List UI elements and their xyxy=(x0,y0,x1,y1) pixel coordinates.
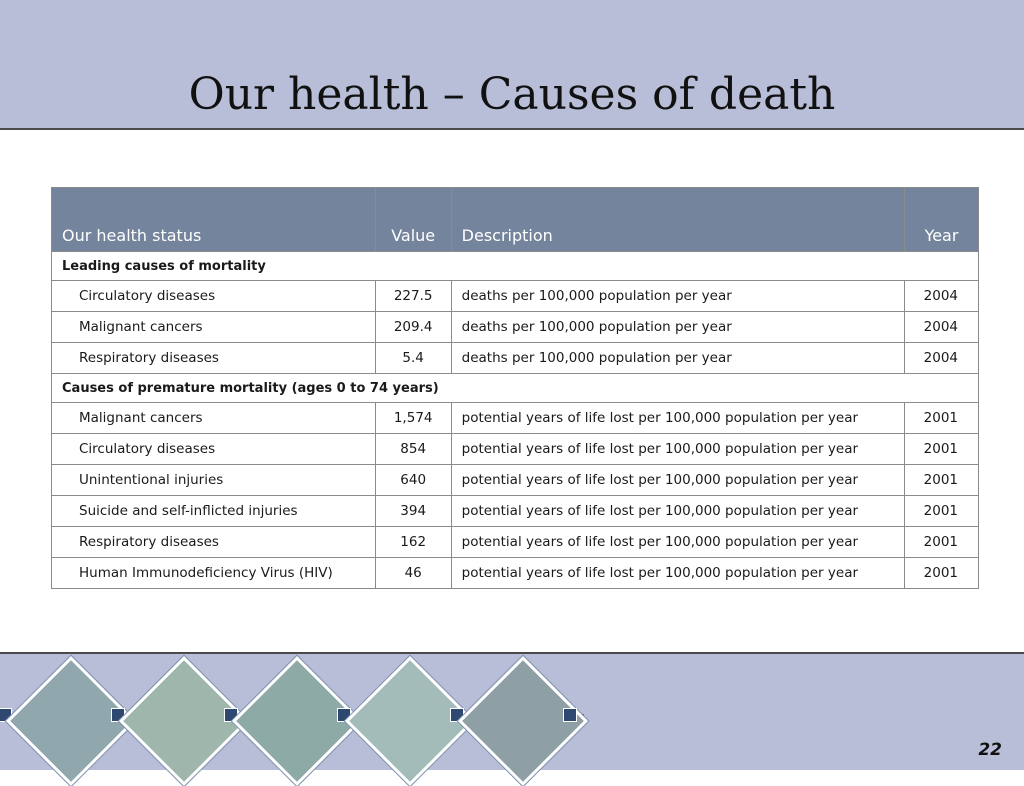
cause-year: 2001 xyxy=(905,496,979,527)
cause-description: deaths per 100,000 population per year xyxy=(451,312,904,343)
cause-description: potential years of life lost per 100,000 population per year xyxy=(451,496,904,527)
cause-year: 2001 xyxy=(905,527,979,558)
photo-diamond xyxy=(347,658,467,778)
cause-name: Malignant cancers xyxy=(52,312,376,343)
cause-year: 2001 xyxy=(905,434,979,465)
photo-diamond xyxy=(121,658,241,778)
cause-description: potential years of life lost per 100,000 population per year xyxy=(451,558,904,589)
cause-name: Circulatory diseases xyxy=(52,434,376,465)
health-status-table xyxy=(51,187,979,589)
cause-value: 1,574 xyxy=(375,403,451,434)
cause-year: 2001 xyxy=(905,465,979,496)
photo-diamond xyxy=(460,658,580,778)
section-row xyxy=(52,374,979,403)
table-body xyxy=(52,252,979,589)
cause-value: 640 xyxy=(375,465,451,496)
header-year: Year xyxy=(905,188,979,252)
table-row xyxy=(52,403,979,434)
header-value: Value xyxy=(375,188,451,252)
photo-diamond xyxy=(234,658,354,778)
cause-name: Malignant cancers xyxy=(52,403,376,434)
cause-value: 5.4 xyxy=(375,343,451,374)
cause-name: Unintentional injuries xyxy=(52,465,376,496)
table-row xyxy=(52,343,979,374)
section-row xyxy=(52,252,979,281)
section-title: Leading causes of mortality xyxy=(52,252,979,281)
photo-diamond xyxy=(8,658,128,778)
cause-description: deaths per 100,000 population per year xyxy=(451,343,904,374)
table-row xyxy=(52,312,979,343)
cause-value: 394 xyxy=(375,496,451,527)
table-row xyxy=(52,434,979,465)
footer-band xyxy=(0,652,1024,770)
cause-name: Respiratory diseases xyxy=(52,527,376,558)
cause-value: 227.5 xyxy=(375,281,451,312)
cause-name: Circulatory diseases xyxy=(52,281,376,312)
cause-description: potential years of life lost per 100,000 population per year xyxy=(451,527,904,558)
table-row xyxy=(52,558,979,589)
cause-name: Human Immunodeficiency Virus (HIV) xyxy=(52,558,376,589)
cause-name: Suicide and self-inflicted injuries xyxy=(52,496,376,527)
table-row xyxy=(52,496,979,527)
table-row xyxy=(52,465,979,496)
cause-year: 2004 xyxy=(905,343,979,374)
cause-name: Respiratory diseases xyxy=(52,343,376,374)
decor-square xyxy=(563,708,577,722)
table-row xyxy=(52,527,979,558)
slide-title: Our health – Causes of death xyxy=(188,69,836,120)
table-header-row xyxy=(52,188,979,252)
cause-value: 46 xyxy=(375,558,451,589)
title-bar xyxy=(0,0,1024,130)
header-status: Our health status xyxy=(52,188,376,252)
cause-description: potential years of life lost per 100,000 population per year xyxy=(451,434,904,465)
cause-value: 209.4 xyxy=(375,312,451,343)
cause-description: deaths per 100,000 population per year xyxy=(451,281,904,312)
cause-value: 162 xyxy=(375,527,451,558)
cause-year: 2004 xyxy=(905,281,979,312)
page-number: 22 xyxy=(978,740,1002,760)
header-description: Description xyxy=(451,188,904,252)
cause-year: 2004 xyxy=(905,312,979,343)
section-title: Causes of premature mortality (ages 0 to 74 years) xyxy=(52,374,979,403)
cause-value: 854 xyxy=(375,434,451,465)
cause-year: 2001 xyxy=(905,403,979,434)
table-row xyxy=(52,281,979,312)
cause-description: potential years of life lost per 100,000 population per year xyxy=(451,465,904,496)
cause-year: 2001 xyxy=(905,558,979,589)
cause-description: potential years of life lost per 100,000 population per year xyxy=(451,403,904,434)
